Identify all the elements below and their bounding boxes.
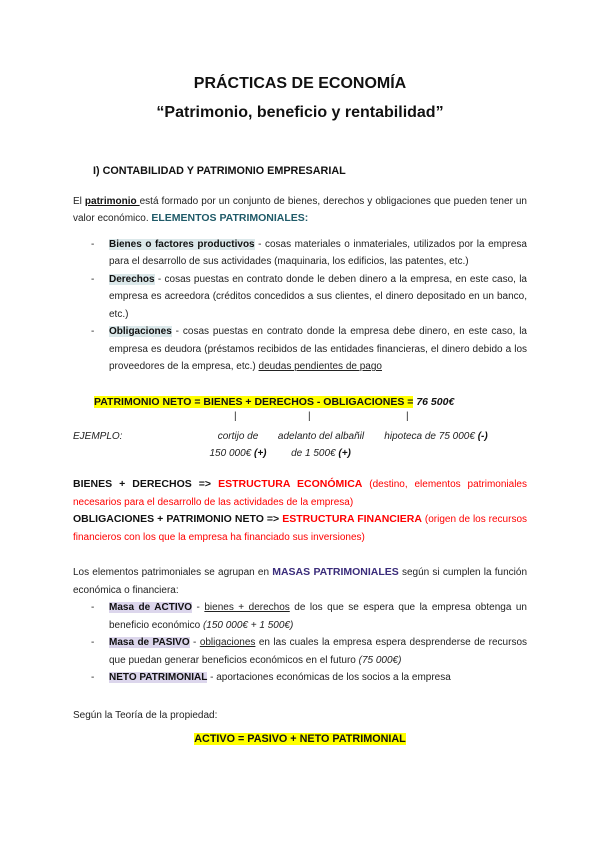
section-heading: I) CONTABILIDAD Y PATRIMONIO EMPRESARIAL — [93, 165, 346, 177]
elements-list — [73, 236, 527, 376]
pipe: | — [234, 411, 237, 422]
example-bienes: cortijo de 150 000€ (+) — [209, 431, 267, 459]
example-label: EJEMPLO: — [73, 431, 123, 442]
estructura-economica: BIENES + DERECHOS => ESTRUCTURA ECONÓMICA (destino, elementos patrimoniales necesarios para el desarrollo de las actividades de la empresa) — [73, 478, 527, 508]
page-subtitle: “Patrimonio, beneficio y rentabilidad” — [156, 104, 444, 121]
page-title: PRÁCTICAS DE ECONOMÍA — [193, 75, 407, 92]
list-item: - Masa de PASIVO - obligaciones en las cuales la empresa espera desprenderse de recursos que puedan generar beneficios económicos en el futuro (75 000€) — [91, 637, 528, 666]
list-item: - NETO PATRIMONIAL - aportaciones económicas de los socios a la empresa — [91, 672, 451, 683]
final-formula: ACTIVO = PASIVO + NETO PATRIMONIAL — [194, 733, 406, 745]
pipe: | — [308, 411, 311, 422]
example-derechos: adelanto del albañil de 1 500€ (+) — [277, 431, 365, 459]
masas-paragraph: Los elementos patrimoniales se agrupan en MASAS PATRIMONIALES según si cumplen la función económica o financiera: — [73, 566, 528, 596]
list-item: - Obligaciones - cosas puestas en contrato donde la empresa debe dinero, en este caso, la empresa es deudora (préstamos recibidos de las entidades financieras, el dinero debido a los proveedores de la empresa, etc.) deudas pendientes de pago — [91, 326, 527, 372]
example-obligaciones: hipoteca de 75 000€ (-) — [384, 431, 488, 442]
pipe: | — [406, 411, 409, 422]
teoria-label: Según la Teoría de la propiedad: — [73, 709, 218, 721]
example-row — [73, 428, 527, 462]
document-body — [73, 163, 527, 749]
masas-list — [73, 599, 527, 687]
list-item: - Bienes o factores productivos - cosas materiales o inmateriales, utilizados por la empresa para el desarrollo de sus actividades (maquinaria, los edificios, las patentes, etc.) — [91, 238, 527, 267]
intro-paragraph: El patrimonio está formado por un conjunto de bienes, derechos y obligaciones que pueden tener un valor económico. ELEMENTOS PATRIMONIALES: — [73, 195, 527, 224]
pipes-row — [73, 411, 527, 428]
estructura-financiera: OBLIGACIONES + PATRIMONIO NETO => ESTRUCTURA FINANCIERA (origen de los recursos financieros con los que la empresa ha financiado sus inversiones) — [73, 513, 528, 543]
patrimonio-formula: PATRIMONIO NETO = BIENES + DERECHOS - OBLIGACIONES = 76 500€ — [94, 395, 455, 408]
list-item: - Masa de ACTIVO - bienes + derechos de los que se espera que la empresa obtenga un beneficio económico (150 000€ + 1 500€) — [91, 602, 527, 631]
list-item: - Derechos - cosas puestas en contrato donde le deben dinero a la empresa, en este caso, la empresa es acreedora (créditos concedidos a sus clientes, el dinero depositado en un banco, etc.) — [91, 273, 527, 320]
